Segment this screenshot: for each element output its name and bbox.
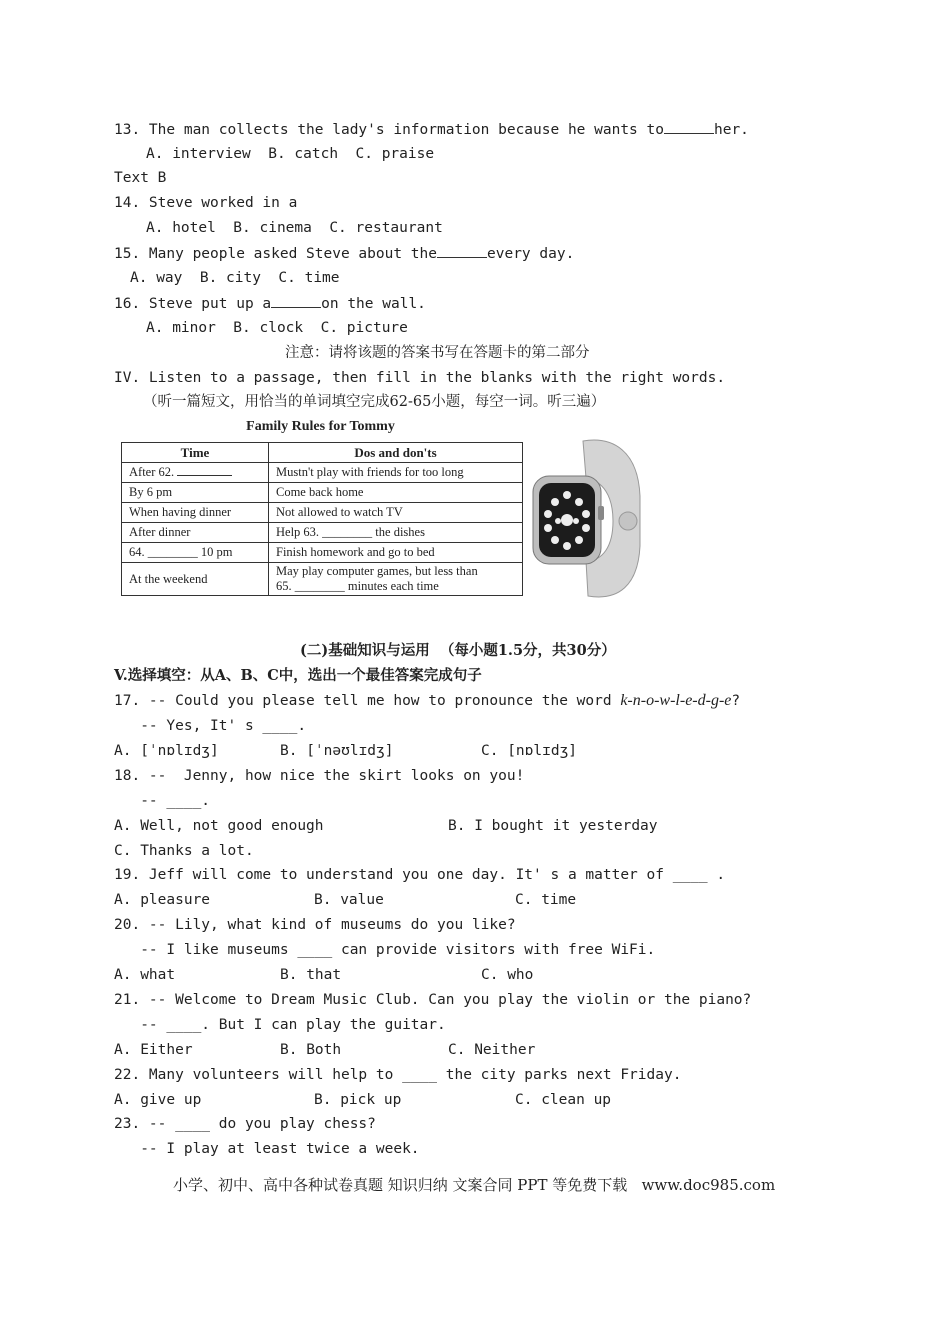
table-row	[122, 503, 523, 523]
q17-option-b: B. [ˈnəʊlɪdʒ]	[280, 743, 394, 759]
q19-option-b: B. value	[314, 892, 384, 908]
q21-option-a: A. Either	[114, 1042, 193, 1058]
table-cell: Help 63. ________ the dishes	[269, 523, 523, 543]
q17-option-a: A. [ˈnɒlɪdʒ]	[114, 743, 219, 759]
page-footer: 小学、初中、高中各种试卷真题 知识归纳 文案合同 PPT 等免费下载 www.doc985.com	[173, 1176, 776, 1194]
table-cell: May play computer games, but less than 65. ________ minutes each time	[269, 563, 523, 596]
q22-option-c: C. clean up	[515, 1092, 612, 1108]
section2-header: (二)基础知识与运用 （每小题1.5分，共30分）	[300, 642, 616, 659]
q21-answer-line: -- ____. But I can play the guitar.	[114, 1017, 446, 1033]
table-cell: By 6 pm	[122, 483, 269, 503]
q18-answer-line: -- ____.	[114, 793, 211, 809]
q22-stem: 22. Many volunteers will help to ____ the city parks next Friday.	[114, 1067, 682, 1083]
table-row	[122, 483, 523, 503]
section4-subtitle: （听一篇短文，用恰当的单词填空完成62-65小题，每空一词。听三遍）	[143, 394, 606, 410]
q18-option-c: C. Thanks a lot.	[114, 843, 254, 859]
q21-stem: 21. -- Welcome to Dream Music Club. Can you play the violin or the piano?	[114, 992, 752, 1008]
q16-options: A. minor B. clock C. picture	[146, 320, 408, 336]
table-cell: 64. ________ 10 pm	[122, 543, 269, 563]
q17-stem: 17. -- Could you please tell me how to pronounce the word k-n-o-w-l-e-d-g-e?	[114, 692, 741, 709]
q20-answer-line: -- I like museums ____ can provide visitors with free WiFi.	[114, 942, 656, 958]
table-row	[122, 523, 523, 543]
section5-title: V.选择填空：从A、B、C中，选出一个最佳答案完成句子	[114, 667, 482, 684]
q23-stem: 23. -- ____ do you play chess?	[114, 1116, 376, 1132]
q22-option-a: A. give up	[114, 1092, 202, 1108]
table-cell: After dinner	[122, 523, 269, 543]
q19-option-a: A. pleasure	[114, 892, 211, 908]
q14-options: A. hotel B. cinema C. restaurant	[146, 220, 443, 236]
table-row	[122, 463, 523, 483]
q13-options: A. interview B. catch C. praise	[146, 146, 435, 162]
q19-option-c: C. time	[515, 892, 577, 908]
q20-option-b: B. that	[280, 967, 342, 983]
table-cell: After 62.	[122, 463, 269, 483]
table-cell: Come back home	[269, 483, 523, 503]
family-rules-figure	[118, 416, 648, 606]
q20-option-c: C. who	[481, 967, 534, 983]
family-rules-table	[121, 442, 523, 596]
q15-options: A. way B. city C. time	[130, 270, 340, 286]
q21-option-b: B. Both	[280, 1042, 342, 1058]
table-row	[122, 543, 523, 563]
q18-stem: 18. -- Jenny, how nice the skirt looks on you!	[114, 768, 525, 784]
q20-option-a: A. what	[114, 967, 176, 983]
table-cell: Finish homework and go to bed	[269, 543, 523, 563]
q20-stem: 20. -- Lily, what kind of museums do you like?	[114, 917, 516, 933]
answer-notice: 注意：请将该题的答案书写在答题卡的第二部分	[285, 345, 590, 361]
section4-title: IV. Listen to a passage, then fill in the blanks with the right words.	[114, 370, 726, 386]
table-cell: At the weekend	[122, 563, 269, 596]
q23-answer-line: -- I play at least twice a week.	[114, 1141, 420, 1157]
smartwatch-image	[528, 436, 648, 606]
q16-stem: 16. Steve put up a on the wall.	[114, 293, 426, 314]
q21-option-c: C. Neither	[448, 1042, 536, 1058]
table-header-time: Time	[122, 443, 269, 463]
q18-option-a: A. Well, not good enough	[114, 818, 324, 834]
text-b-heading: Text B	[114, 170, 167, 186]
table-row	[122, 563, 523, 596]
table-title: Family Rules for Tommy	[246, 419, 395, 434]
q18-option-b: B. I bought it yesterday	[448, 818, 658, 834]
table-cell: When having dinner	[122, 503, 269, 523]
q15-stem: 15. Many people asked Steve about the every day.	[114, 243, 574, 264]
table-header-rules: Dos and don'ts	[269, 443, 523, 463]
table-cell: Mustn't play with friends for too long	[269, 463, 523, 483]
q17-option-c: C. [nɒlɪdʒ]	[481, 743, 578, 759]
q17-answer-line: -- Yes, It' s ____.	[114, 718, 307, 734]
q19-stem: 19. Jeff will come to understand you one day. It' s a matter of ____ .	[114, 867, 726, 883]
q14-stem: 14. Steve worked in a	[114, 195, 298, 211]
table-cell: Not allowed to watch TV	[269, 503, 523, 523]
q22-option-b: B. pick up	[314, 1092, 402, 1108]
q13-stem: 13. The man collects the lady's information because he wants to her.	[114, 119, 749, 140]
